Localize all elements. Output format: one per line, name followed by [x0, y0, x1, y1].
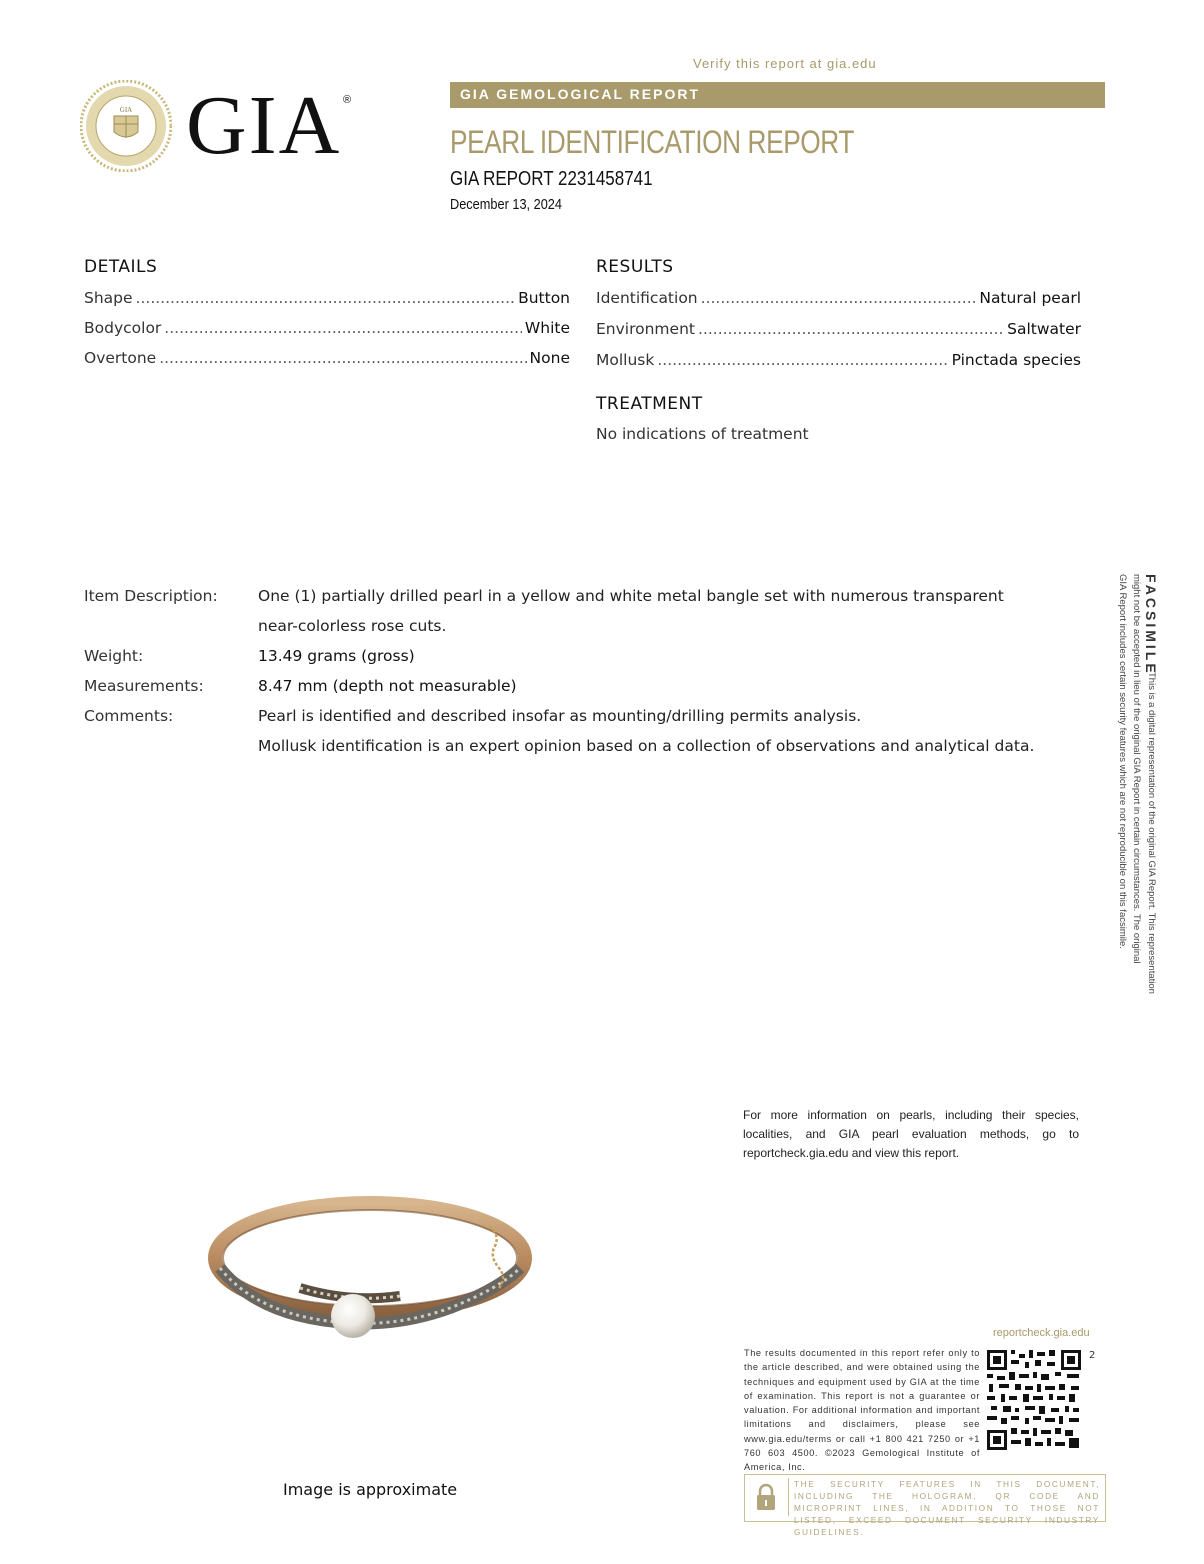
report-title: PEARL IDENTIFICATION REPORT	[450, 124, 854, 160]
leader-dots	[701, 289, 977, 307]
detail-label: Shape	[84, 289, 133, 307]
disclaimer-text: The results documented in this report refer only to the article described, and were obtained using the techniques and equipment used by GIA at the time of examination. This report is not a guarantee or valuation. For additional information and important limitations and disclaimers, please see www.gia.edu/terms or call +1 800 421 7250 or +1 760 603 4500. ©2023 Gemological Institute of America, Inc.	[744, 1348, 980, 1473]
facsimile-title: FACSIMILE	[1143, 574, 1159, 676]
weight-value: 13.49 grams (gross)	[258, 647, 415, 665]
comments-line1: Pearl is identified and described insofar as mounting/drilling permits analysis.	[258, 707, 862, 725]
qr-code-icon[interactable]	[985, 1348, 1083, 1452]
gia-logo: GIA	[186, 79, 342, 172]
report-number: GIA REPORT 2231458741	[450, 168, 653, 190]
leader-dots	[164, 319, 522, 337]
detail-value: Button	[518, 289, 570, 307]
leader-dots	[657, 351, 948, 369]
leader-dots	[136, 289, 516, 307]
result-row-identification	[596, 289, 1081, 307]
result-label: Environment	[596, 320, 695, 338]
comments-line2: Mollusk identification is an expert opinion based on a collection of observations and analytical data.	[258, 737, 1035, 755]
results-heading: RESULTS	[596, 257, 674, 277]
comments-label: Comments:	[84, 707, 174, 725]
details-heading: DETAILS	[84, 257, 158, 277]
verify-link[interactable]: Verify this report at gia.edu	[693, 56, 877, 71]
result-value: Saltwater	[1007, 320, 1081, 338]
result-value: Natural pearl	[979, 289, 1081, 307]
item-description-line2: near-colorless rose cuts.	[258, 617, 447, 635]
result-label: Mollusk	[596, 351, 655, 369]
result-label: Identification	[596, 289, 698, 307]
lock-icon	[752, 1482, 780, 1512]
leader-dots	[698, 320, 1004, 338]
item-description-line1: One (1) partially drilled pearl in a yellow and white metal bangle set with numerous transparent	[258, 587, 1004, 605]
weight-label: Weight:	[84, 647, 144, 665]
facsimile-line2: might not be accepted in lieu of the original GIA Report in certain circumstances. The original	[1131, 574, 1142, 964]
image-caption: Image is approximate	[283, 1480, 458, 1499]
detail-value: White	[524, 319, 570, 337]
detail-label: Overtone	[84, 349, 157, 367]
qr-number: 2	[1089, 1350, 1096, 1361]
detail-label: Bodycolor	[84, 319, 162, 337]
facsimile-line1: This is a digital representation of the original GIA Report. This representation	[1146, 672, 1157, 994]
result-value: Pinctada species	[951, 351, 1081, 369]
item-description-label: Item Description:	[84, 587, 218, 605]
seal-text: GIA	[119, 106, 133, 114]
bangle-image	[200, 1188, 540, 1368]
detail-row-overtone	[84, 349, 570, 367]
result-row-mollusk	[596, 351, 1081, 369]
report-banner-text: GIA GEMOLOGICAL REPORT	[460, 86, 701, 102]
detail-row-bodycolor	[84, 319, 570, 337]
security-text: THE SECURITY FEATURES IN THIS DOCUMENT, INCLUDING THE HOLOGRAM, QR CODE AND MICROPRINT LINES, IN ADDITION TO THOSE NOT LISTED, EXCEED DOCUMENT SECURITY INDUSTRY GUIDELINES.	[794, 1479, 1100, 1537]
result-row-environment	[596, 320, 1081, 338]
report-date: December 13, 2024	[450, 196, 562, 213]
detail-value: None	[529, 349, 570, 367]
registered-mark: ®	[343, 94, 352, 106]
treatment-text: No indications of treatment	[596, 425, 809, 443]
gia-seal-icon	[80, 80, 172, 172]
reportcheck-link[interactable]: reportcheck.gia.edu	[993, 1327, 1090, 1339]
measurements-value: 8.47 mm (depth not measurable)	[258, 677, 517, 695]
security-divider	[788, 1478, 789, 1516]
treatment-heading: TREATMENT	[596, 394, 703, 414]
leader-dots	[159, 349, 526, 367]
detail-row-shape	[84, 289, 570, 307]
measurements-label: Measurements:	[84, 677, 204, 695]
facsimile-line3: GIA Report includes certain security features which are not reproducible on this facsimile.	[1117, 574, 1128, 949]
more-info-text: For more information on pearls, including their species, localities, and GIA pearl evaluation methods, go to reportcheck.gia.edu and view this report.	[743, 1108, 1079, 1160]
